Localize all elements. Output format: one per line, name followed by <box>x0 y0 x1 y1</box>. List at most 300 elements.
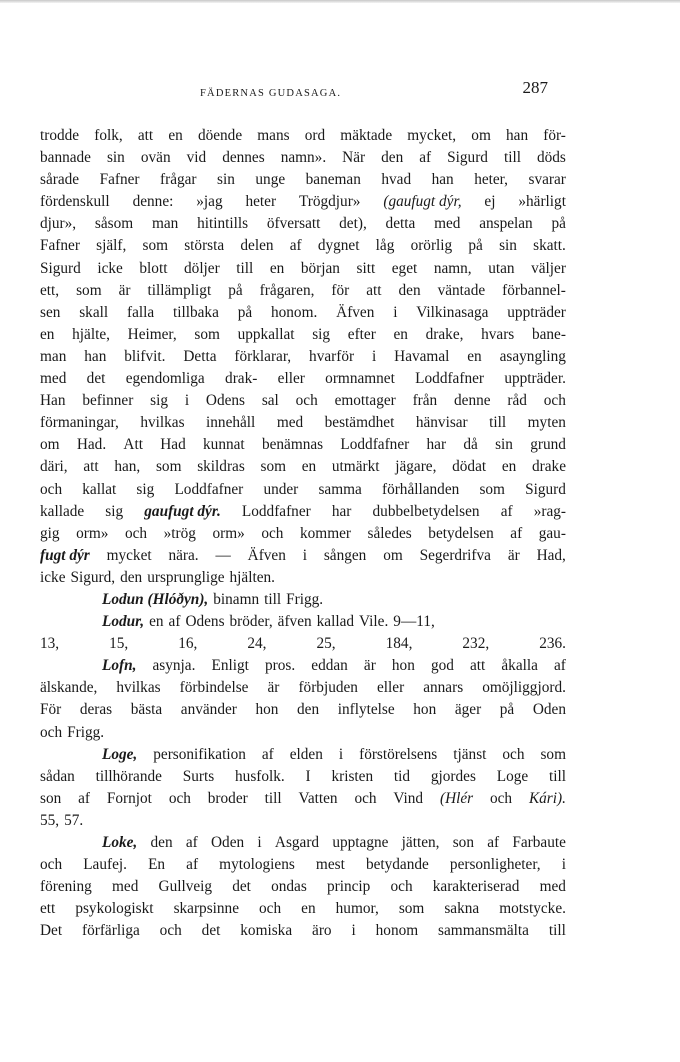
word: betydelsen <box>428 524 494 542</box>
word: eget <box>391 259 418 277</box>
word: och <box>40 856 63 874</box>
word: den <box>297 701 320 719</box>
word: Had. <box>76 436 107 454</box>
word: motstycke. <box>499 900 566 918</box>
text-line <box>40 744 566 766</box>
word: sammansmälta <box>438 922 529 940</box>
word: ord <box>304 127 326 144</box>
word: kunnat <box>203 436 245 454</box>
word: frågaren, <box>259 281 315 299</box>
word: den <box>150 834 173 851</box>
word: Loke, <box>102 834 138 851</box>
word: son <box>40 789 62 807</box>
word: Vind <box>393 789 424 807</box>
word: en <box>467 347 482 365</box>
word: af <box>419 149 432 167</box>
word: ursprunglige <box>147 568 225 586</box>
word: att <box>137 127 154 144</box>
word: skall <box>79 303 109 321</box>
text-line <box>40 258 566 280</box>
word: och <box>168 789 191 807</box>
word: En <box>148 856 166 874</box>
word: heter <box>245 193 277 211</box>
word: på <box>237 303 253 321</box>
word: döds <box>536 149 566 167</box>
word: betydande <box>365 856 429 874</box>
word: folk, <box>94 127 123 144</box>
word: som <box>260 458 287 476</box>
word: svarar <box>528 171 566 189</box>
word: Att <box>123 436 143 454</box>
word: och <box>489 789 513 807</box>
text-line <box>40 722 566 744</box>
text-line <box>40 633 566 655</box>
word: i <box>393 303 398 321</box>
word: asynja. <box>152 657 196 675</box>
word: af <box>289 237 302 255</box>
word: 184, <box>385 635 413 653</box>
word: 15, <box>109 635 129 653</box>
word: hon <box>255 701 279 719</box>
word: om <box>40 436 60 454</box>
text-line <box>40 280 566 302</box>
word: hvilkas <box>116 679 161 697</box>
word: gau- <box>538 524 566 542</box>
word: blifvit. <box>124 347 166 365</box>
word: deras <box>79 701 113 719</box>
word: dödat <box>452 458 487 476</box>
word: Had <box>160 436 186 454</box>
word: Odens <box>185 613 225 631</box>
word: förbjuden <box>298 679 358 697</box>
word: af <box>186 856 199 874</box>
word: väntade <box>437 281 486 299</box>
word: och <box>543 392 566 410</box>
word: hjälten. <box>229 568 275 586</box>
word: sin <box>499 237 517 255</box>
word: ormnamnet <box>325 370 395 388</box>
word: gjordes <box>430 767 476 785</box>
text-line <box>40 699 566 721</box>
word: om <box>471 127 491 144</box>
word: bane- <box>531 325 566 343</box>
word: i <box>371 347 377 365</box>
word: man <box>40 347 67 365</box>
word: att <box>366 281 382 299</box>
word: Odens <box>205 392 245 410</box>
word: son <box>452 834 474 851</box>
word: 16, <box>178 635 198 653</box>
word: han, <box>114 458 141 476</box>
word: och <box>124 524 148 542</box>
word: Oden <box>532 701 566 719</box>
word: (Hlér <box>439 789 474 807</box>
text-line <box>40 920 566 942</box>
word: Kári). <box>528 789 566 807</box>
word: förmaningar, <box>40 414 119 432</box>
word: af <box>500 502 513 520</box>
word: emottager <box>334 392 396 410</box>
text-line <box>40 125 566 147</box>
word: denne: <box>132 193 174 211</box>
word: döende <box>197 127 243 144</box>
word: i <box>351 922 356 940</box>
word: utmärkt <box>331 458 380 476</box>
word: på <box>551 215 566 233</box>
word: mycket, <box>407 127 457 144</box>
word: en <box>168 127 183 144</box>
word: orm» <box>76 524 109 542</box>
page-number: 287 <box>522 78 548 97</box>
text-line <box>40 456 566 478</box>
word: Enligt <box>211 657 249 675</box>
word: Lodun (Hlóðyn), <box>102 590 209 608</box>
word: hon <box>413 701 437 719</box>
word: karakteriserad <box>432 878 520 896</box>
word: bestämdhet <box>324 414 395 432</box>
text-line <box>40 898 566 920</box>
word: af <box>185 834 198 851</box>
word: är <box>363 657 376 675</box>
word: personligheter, <box>449 856 541 874</box>
word: ondas <box>271 878 307 896</box>
word: Surts <box>182 767 215 785</box>
word: äger <box>454 701 482 719</box>
word: af <box>554 657 566 675</box>
text-line <box>40 832 566 854</box>
word: delen <box>240 237 274 255</box>
word: tillämpligt <box>147 281 212 299</box>
word: Loddfafner <box>174 480 244 498</box>
word: Loddfafner <box>340 436 410 454</box>
word: psykologiskt <box>75 900 154 918</box>
word: en <box>269 259 285 277</box>
word: till <box>549 767 566 785</box>
word: drak- <box>225 370 258 388</box>
word: drake <box>532 458 566 476</box>
word: Fafner <box>99 171 140 189</box>
text-line <box>40 479 566 501</box>
word: förfärliga <box>82 922 140 940</box>
word: »härligt <box>518 193 566 211</box>
word: eddan <box>311 657 348 675</box>
word: uppkallat <box>237 325 295 343</box>
word: sig <box>105 502 124 520</box>
word: I <box>305 767 311 785</box>
text-line <box>40 302 566 324</box>
word: 236. <box>539 635 566 653</box>
word: 55, <box>40 811 60 829</box>
word: på <box>468 237 483 255</box>
word: den <box>398 281 421 299</box>
word: största <box>184 237 225 255</box>
word: i <box>184 392 190 410</box>
text-line <box>40 501 566 523</box>
word: som <box>479 480 505 498</box>
word: sitt <box>356 259 376 277</box>
word: innehåll <box>206 414 256 432</box>
word: början <box>300 259 340 277</box>
word: sig <box>136 480 155 498</box>
word: om <box>383 546 403 564</box>
word: till <box>236 259 254 277</box>
word: låg <box>375 237 395 255</box>
word: i <box>338 745 344 763</box>
word: Havamal <box>394 347 450 365</box>
word: till <box>264 789 282 807</box>
word: hvars <box>481 325 515 343</box>
word: husfolk. <box>235 767 285 785</box>
word: 13, <box>40 635 60 653</box>
word: egendomliga <box>125 370 205 388</box>
word: pros. <box>265 657 296 675</box>
word: »jag <box>196 193 223 211</box>
word: benämnas <box>261 436 324 454</box>
word: Äfven <box>247 546 286 564</box>
text-line <box>40 655 566 677</box>
word: döljer <box>184 259 220 277</box>
word: humor, <box>335 900 379 918</box>
word: falla <box>126 303 155 321</box>
word: Sigurd <box>447 149 488 167</box>
word: blott <box>139 259 168 277</box>
word: Asgard <box>274 834 320 851</box>
word: kommer <box>300 524 351 542</box>
word: komiska <box>240 922 293 940</box>
word: elden <box>289 745 323 763</box>
word: en <box>501 458 517 476</box>
word: bröder, <box>229 613 273 631</box>
word: Laufej. <box>83 856 127 874</box>
word: hitintills <box>197 215 249 233</box>
word: Det <box>40 922 63 940</box>
word: och <box>502 745 525 763</box>
word: af <box>78 789 91 807</box>
word: Segerdrifva <box>419 546 491 564</box>
word: personifikation <box>153 745 246 763</box>
word: vid <box>186 149 207 167</box>
word: som <box>155 458 182 476</box>
word: 24, <box>247 635 267 653</box>
word: orm» <box>212 524 245 542</box>
word: öfversatt <box>266 215 321 233</box>
word: förening <box>40 878 92 896</box>
word: en <box>301 458 317 476</box>
word: sig <box>150 392 168 410</box>
text-line <box>40 213 566 235</box>
word: har <box>426 436 447 454</box>
word: sin <box>495 436 513 454</box>
word: för <box>331 281 350 299</box>
word: orörlig <box>410 237 453 255</box>
word: bästa <box>130 701 163 719</box>
word: den <box>120 568 143 586</box>
word: Gullveig <box>158 878 213 896</box>
word: äro <box>312 922 332 940</box>
word: af <box>168 613 181 631</box>
word: som <box>398 900 425 918</box>
word: detta <box>385 215 416 233</box>
word: ett <box>40 900 56 918</box>
word: annars <box>423 679 464 697</box>
word: Loge, <box>102 745 138 763</box>
word: Lodur, <box>102 613 145 631</box>
word: åkalla <box>501 657 538 675</box>
word: att <box>83 458 99 476</box>
text-line <box>40 567 566 589</box>
word: ej <box>484 193 496 211</box>
word: namn, <box>433 259 472 277</box>
word: hvarför <box>309 347 355 365</box>
text-line <box>40 854 566 876</box>
word: mans <box>257 127 290 144</box>
text-line <box>40 523 566 545</box>
word: Frigg. <box>67 723 105 741</box>
word: mäktade <box>340 127 393 144</box>
word: 57. <box>64 811 84 829</box>
word: som <box>540 745 566 763</box>
word: fördenskull <box>40 193 110 211</box>
word: Han <box>40 392 66 410</box>
text-line <box>40 169 566 191</box>
word: baneman <box>305 171 361 189</box>
word: Sigurd <box>525 480 566 498</box>
page-header <box>200 78 560 108</box>
word: efter <box>347 325 376 343</box>
text-line <box>40 412 566 434</box>
word: namn». <box>280 149 327 167</box>
word: asayngling <box>499 347 566 365</box>
word: 232, <box>462 635 490 653</box>
word: — <box>215 546 231 564</box>
word: binamn <box>213 590 260 608</box>
word: 9—11, <box>393 613 435 631</box>
text-line <box>40 677 566 699</box>
word: och <box>259 900 282 918</box>
text-line <box>40 235 566 257</box>
word: Fornjot <box>106 789 152 807</box>
word: tid <box>393 767 411 785</box>
word: han <box>506 127 529 144</box>
word: kallad <box>316 613 355 631</box>
scan-top-edge <box>0 0 680 3</box>
word: af <box>487 834 500 851</box>
word: honom. <box>270 303 318 321</box>
word: Äfven <box>336 303 375 321</box>
word: kallat <box>82 480 117 498</box>
word: princip <box>326 878 371 896</box>
word: en <box>40 325 55 343</box>
word: själf, <box>96 237 127 255</box>
body-text <box>40 125 566 942</box>
word: då <box>463 436 478 454</box>
word: broder <box>207 789 248 807</box>
word: och <box>354 789 377 807</box>
word: sådan <box>40 767 75 785</box>
word: en <box>149 613 164 631</box>
word: och <box>261 524 284 542</box>
word: dennes <box>222 149 265 167</box>
word: Sigurd, <box>70 568 116 586</box>
word: dubbelbetydelsen <box>372 502 480 520</box>
word: och <box>295 392 318 410</box>
word: man <box>151 215 179 233</box>
word: inflytelse <box>337 701 395 719</box>
word: uppträder. <box>504 370 566 388</box>
word: god <box>430 657 454 675</box>
word: Trögdjur» <box>298 193 361 211</box>
word: Frigg. <box>286 590 324 608</box>
word: använder <box>180 701 237 719</box>
word: »rag- <box>533 502 566 520</box>
text-line <box>40 766 566 788</box>
word: han <box>431 171 454 189</box>
word: i <box>257 834 262 851</box>
word: Loddfafner <box>415 370 484 388</box>
word: ett, <box>40 281 60 299</box>
text-line <box>40 810 566 832</box>
word: befinner <box>82 392 134 410</box>
word: förklarar, <box>234 347 292 365</box>
word: trodde <box>40 127 80 144</box>
word: till <box>489 414 507 432</box>
word: är <box>118 281 131 299</box>
word: äfven <box>277 613 312 631</box>
word: gaufugt dýr. <box>144 502 221 520</box>
word: däri, <box>40 458 68 476</box>
word: att <box>469 657 486 675</box>
word: Loge <box>496 767 529 785</box>
word: unge <box>255 171 286 189</box>
word: som <box>142 237 169 255</box>
word: Sigurd <box>40 259 81 277</box>
word: heter, <box>474 171 508 189</box>
text-line <box>40 324 566 346</box>
word: När <box>342 149 366 167</box>
word: från <box>412 392 438 410</box>
word: råd <box>507 392 527 410</box>
text-line <box>40 434 566 456</box>
word: mest <box>315 856 345 874</box>
word: till <box>264 590 282 608</box>
text-line <box>40 545 566 567</box>
word: ovän <box>140 149 171 167</box>
word: omöjliggjord. <box>482 679 566 697</box>
word: Oden <box>211 834 245 851</box>
word: sakna <box>444 900 480 918</box>
word: (gaufugt dýr, <box>383 193 462 211</box>
word: en <box>393 325 408 343</box>
word: kristen <box>331 767 374 785</box>
word: väljer <box>531 259 566 277</box>
word: sin <box>106 149 125 167</box>
word: fugt dýr <box>40 546 90 564</box>
word: Farbaute <box>512 834 566 851</box>
word: med <box>434 215 461 233</box>
word: har <box>331 502 352 520</box>
word: eller <box>376 679 405 697</box>
word: gig <box>40 524 60 542</box>
word: hänvisar <box>415 414 468 432</box>
word: djur», <box>40 215 77 233</box>
word: såsom <box>94 215 134 233</box>
word: och <box>40 723 63 741</box>
word: sin <box>217 171 235 189</box>
word: hvad <box>381 171 412 189</box>
word: som <box>76 281 102 299</box>
word: med <box>539 878 566 896</box>
word: tillhörande <box>95 767 162 785</box>
